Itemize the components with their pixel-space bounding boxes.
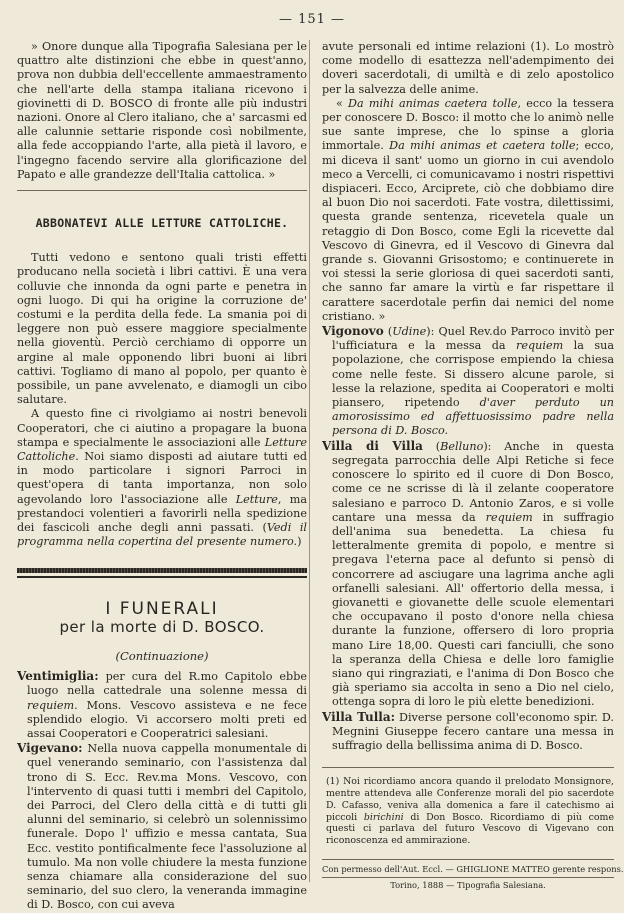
imprint-rule: [322, 859, 614, 860]
text-run: ):: [483, 439, 492, 453]
text-run: la sua popolazione, che corrispose empiendo la chiesa come nelle feste. Si dissero alcune parole, si lesse la relazione, spedita ai Cooperatori e molti piansero, ripetendo: [332, 339, 615, 410]
entry-ventimiglia: [17, 669, 307, 741]
motto: Da mihi animas et caetera tolle: [389, 139, 576, 153]
buona-stampa-paragraph: Tutti vedono e sentono quali tristi effetti producano nella società i libri cattivi. È una vera colluvie che innonda da ogni parte e penetra in ogni luogo. Di qui ha origine la corruzione de' costumi e la perdita della fede. La smania poi di leggere non può essere maggiore specialmente nella gioventù. Perciò cerchiamo di opporre un argine al male opponendo libri buoni ai libri cattivi. Togliamo di mano al popolo, per quanto è possibile, un pane avvelenato, e diamogli un cibo salutare.: [17, 251, 307, 407]
continuazione-label: (Continuazione): [115, 648, 209, 663]
place-name: Vigonovo: [322, 324, 384, 339]
province-name: Belluno: [440, 439, 484, 453]
text-run: Diverse persone coll'economo spir. D. Megnini Giuseppe fecero cantare una messa in suffragio della bellissima anima di D. Bosco.: [332, 710, 614, 752]
text-run: ):: [426, 325, 435, 339]
place-name: Villa di Villa: [322, 438, 423, 453]
left-column: [17, 40, 307, 913]
text-run: Nella nuova cappella monumentale di quel venerando seminario, con l'assistenza dal trono di S. Ecc. Rev.ma Mons. Vescovo, con l'intervento di quasi tutti i membri del Capitolo, dei Parroci, del Clero della città e di tutti gli alunni del seminario, si celebrò un solennissimo funerale. Dopo l' uffizio e messa cantata, Sua Ecc. vestito pontificalmente fece l'assoluzione al tumulo. Ma non volle chiudere la mesta funzione senza chiamare alla considerazione del suo seminario, del suo clero, la veneranda immagine di D. Bosco, con cui aveva: [27, 742, 307, 912]
ornamental-band: [17, 568, 307, 573]
place-name: Villa Tulla:: [322, 709, 396, 724]
province-name: Udine: [392, 325, 427, 339]
italic-run: requiem: [516, 339, 564, 353]
entry-vigevano: [17, 741, 307, 912]
right-column: [322, 40, 624, 891]
da-mihi-paragraph: [322, 97, 614, 324]
text-run: in suffragio dell'anima sua benedetta. La chiesa fu letteralmente gremita di popolo, e mentre si pregava l'eterna pace al defunto si pensò di concorrere ad asciugare una lagrima anche agli orfanelli salesiani. All' offertorio della messa, i giovanetti e giovanette delle scuole elementari che occupavano il posto d'onore nella chiesa durante la funzione, offersero di loro propria mano Lire 18,00. Questi cari fanciulli, che sono la speranza della Chiesa e delle loro famiglie siano qui ringraziati, e l'anima di Don Bosco che già speriamo sia accolta in seno a Dio nel cielo, ottenga sopra di loro le più elette benedizioni.: [332, 510, 614, 709]
text-run: «: [336, 96, 349, 110]
text-run: Quel Rev.do Parroco invitò per l'ufficiatura e la messa da: [332, 325, 615, 353]
ornamental-band-thin: [17, 576, 307, 578]
letture-cattoliche-title: Letture Cattoliche: [17, 435, 307, 464]
funerali-heading: I FUNERALI: [105, 598, 219, 619]
entry-vigonovo: [322, 324, 614, 439]
abbonatevi-heading: ABBONATEVI ALLE LETTURE CATTOLICHE.: [35, 216, 289, 231]
text-run: per cura del R.mo Capitolo ebbe luogo nella cattedrale una solenne messa di: [27, 670, 307, 698]
imprint-rule: [322, 877, 614, 878]
italic-run: requiem: [27, 698, 75, 712]
italic-run: d'aver perduto un amorosissimo ed affettuosissimo padre nella persona di D. Bosco.: [332, 396, 615, 438]
text-run: di Don Bosco. Ricordiamo di più come questi ci parlava del futuro Vescovo di Vigevano con riconoscenza ed ammirazione.: [326, 811, 614, 847]
section-rule: [17, 190, 307, 191]
text-run: (: [383, 325, 393, 339]
imprint-permission: Con permesso dell'Aut. Eccl. — GHIGLIONE MATTEO gerente respons.: [322, 863, 624, 874]
letture-title: Letture: [235, 492, 278, 506]
text-run: ; ecco, mi diceva il sant' uomo un giorno in cui avendolo meco a Vercelli, ci comunicavamo i nostri rispettivi dispiaceri. Ecco, Arciprete, ciò che dobbiamo dire al buon Dio noi sacerdoti. Fate vostra, dilettissimi, questa grande sentenza, ricevetela quale un retaggio di Don Bosco, come Egli la ricevette dal Vescovo di Ginevra, ed il Vescovo di Ginevra dal grande s. Giovanni Grisostomo; e continuerete in voi stessi la serie gloriosa di quei sacerdoti santi, che sanno far amare la virtù e far rispettare il carattere sacerdotale perfin dai nemici del nome cristiano. »: [322, 139, 614, 323]
tipografia-paragraph: » Onore dunque alla Tipografia Salesiana per le quattro alte distinzioni che ebbe in quest'anno, prova non dubbia dell'eccellente ammaestramento che nell'arte della stampa italiana ricevono i giovinetti di D. BOSCO di fronte alle più industri nazioni. Onore al Clero italiano, che a' sarcasmi ed alle calunnie settarie risponde così nobilmente, alla fede accoppiando l'arte, alla pietà il lavoro, e l'ingegno facendo servire alla glorificazione del Papato e alle grandezze dell'Italia cattolica. »: [17, 40, 307, 181]
text-run: . Mons. Vescovo assisteva e ne fece splendido elogio. Vi accorsero molti preti ed assai Cooperatori e Cooperatrici salesiani.: [27, 698, 307, 740]
text-run: ): [297, 535, 302, 549]
vigevano-continued: avute personali ed intime relazioni (1). Lo mostrò come modello di esattezza nell'adempimento dei doveri sacerdotali, di umiltà e di zelo apostolico per la salvezza delle anime.: [322, 40, 614, 96]
text-run: (1) Noi ricordiamo ancora quando il prelodato Monsignore, mentre attendeva alle Conferenze morali del pio sacerdote D. Cafasso, veniva alla domenica a fare il catechismo ai piccoli: [326, 776, 614, 823]
text-run: A questo fine ci rivolgiamo ai nostri benevoli Cooperatori, che ci aiutino a propagare la buona stampa e specialmente le associazioni alle: [17, 407, 307, 449]
programma-note: Vedi il programma nella copertina del presente numero.: [17, 521, 307, 549]
text-run: , ecco la tessera per conoscere D. Bosco: il motto che lo animò nelle sue sante imprese, che lo spinse a gloria immortale.: [322, 96, 614, 153]
place-name: Ventimiglia:: [17, 669, 99, 684]
text-run: (: [422, 439, 441, 453]
entry-villa-tulla: [322, 710, 614, 754]
entry-villa-di-villa: [322, 439, 614, 710]
text-run: , ma prestandoci volentieri a favorirli nella spedizione dei fascicoli anche degli anni passati. (: [17, 492, 307, 535]
text-run: . Noi siamo disposti ad aiutare tutti ed in modo particolare i signori Parroci in quest'opera di tanta importanza, non solo agevolando loro l'associazione alle: [17, 450, 307, 506]
footnote-rule: [322, 767, 614, 768]
cooperatori-paragraph: [17, 407, 307, 549]
column-divider: [309, 40, 310, 882]
italic-run: requiem: [485, 510, 533, 524]
italic-run: birichini: [363, 811, 404, 823]
motto: Da mihi animas caetera tolle: [348, 96, 518, 110]
footnote: [322, 776, 614, 847]
funerali-subheading: per la morte di D. BOSCO.: [59, 617, 265, 636]
text-run: Anche in questa segregata parrocchia delle Alpi Retiche si fece conoscere lo spirito ed il cuore di Don Bosco, come ce ne scrisse di là il zelante cooperatore salesiano e parroco D. Antonio Zaros, e si volle cantare una messa da: [332, 439, 614, 524]
imprint-publisher: Torino, 1888 — Tipografia Salesiana.: [390, 879, 546, 890]
place-name: Vigevano:: [17, 741, 83, 756]
page-number: — 151 —: [278, 12, 346, 27]
